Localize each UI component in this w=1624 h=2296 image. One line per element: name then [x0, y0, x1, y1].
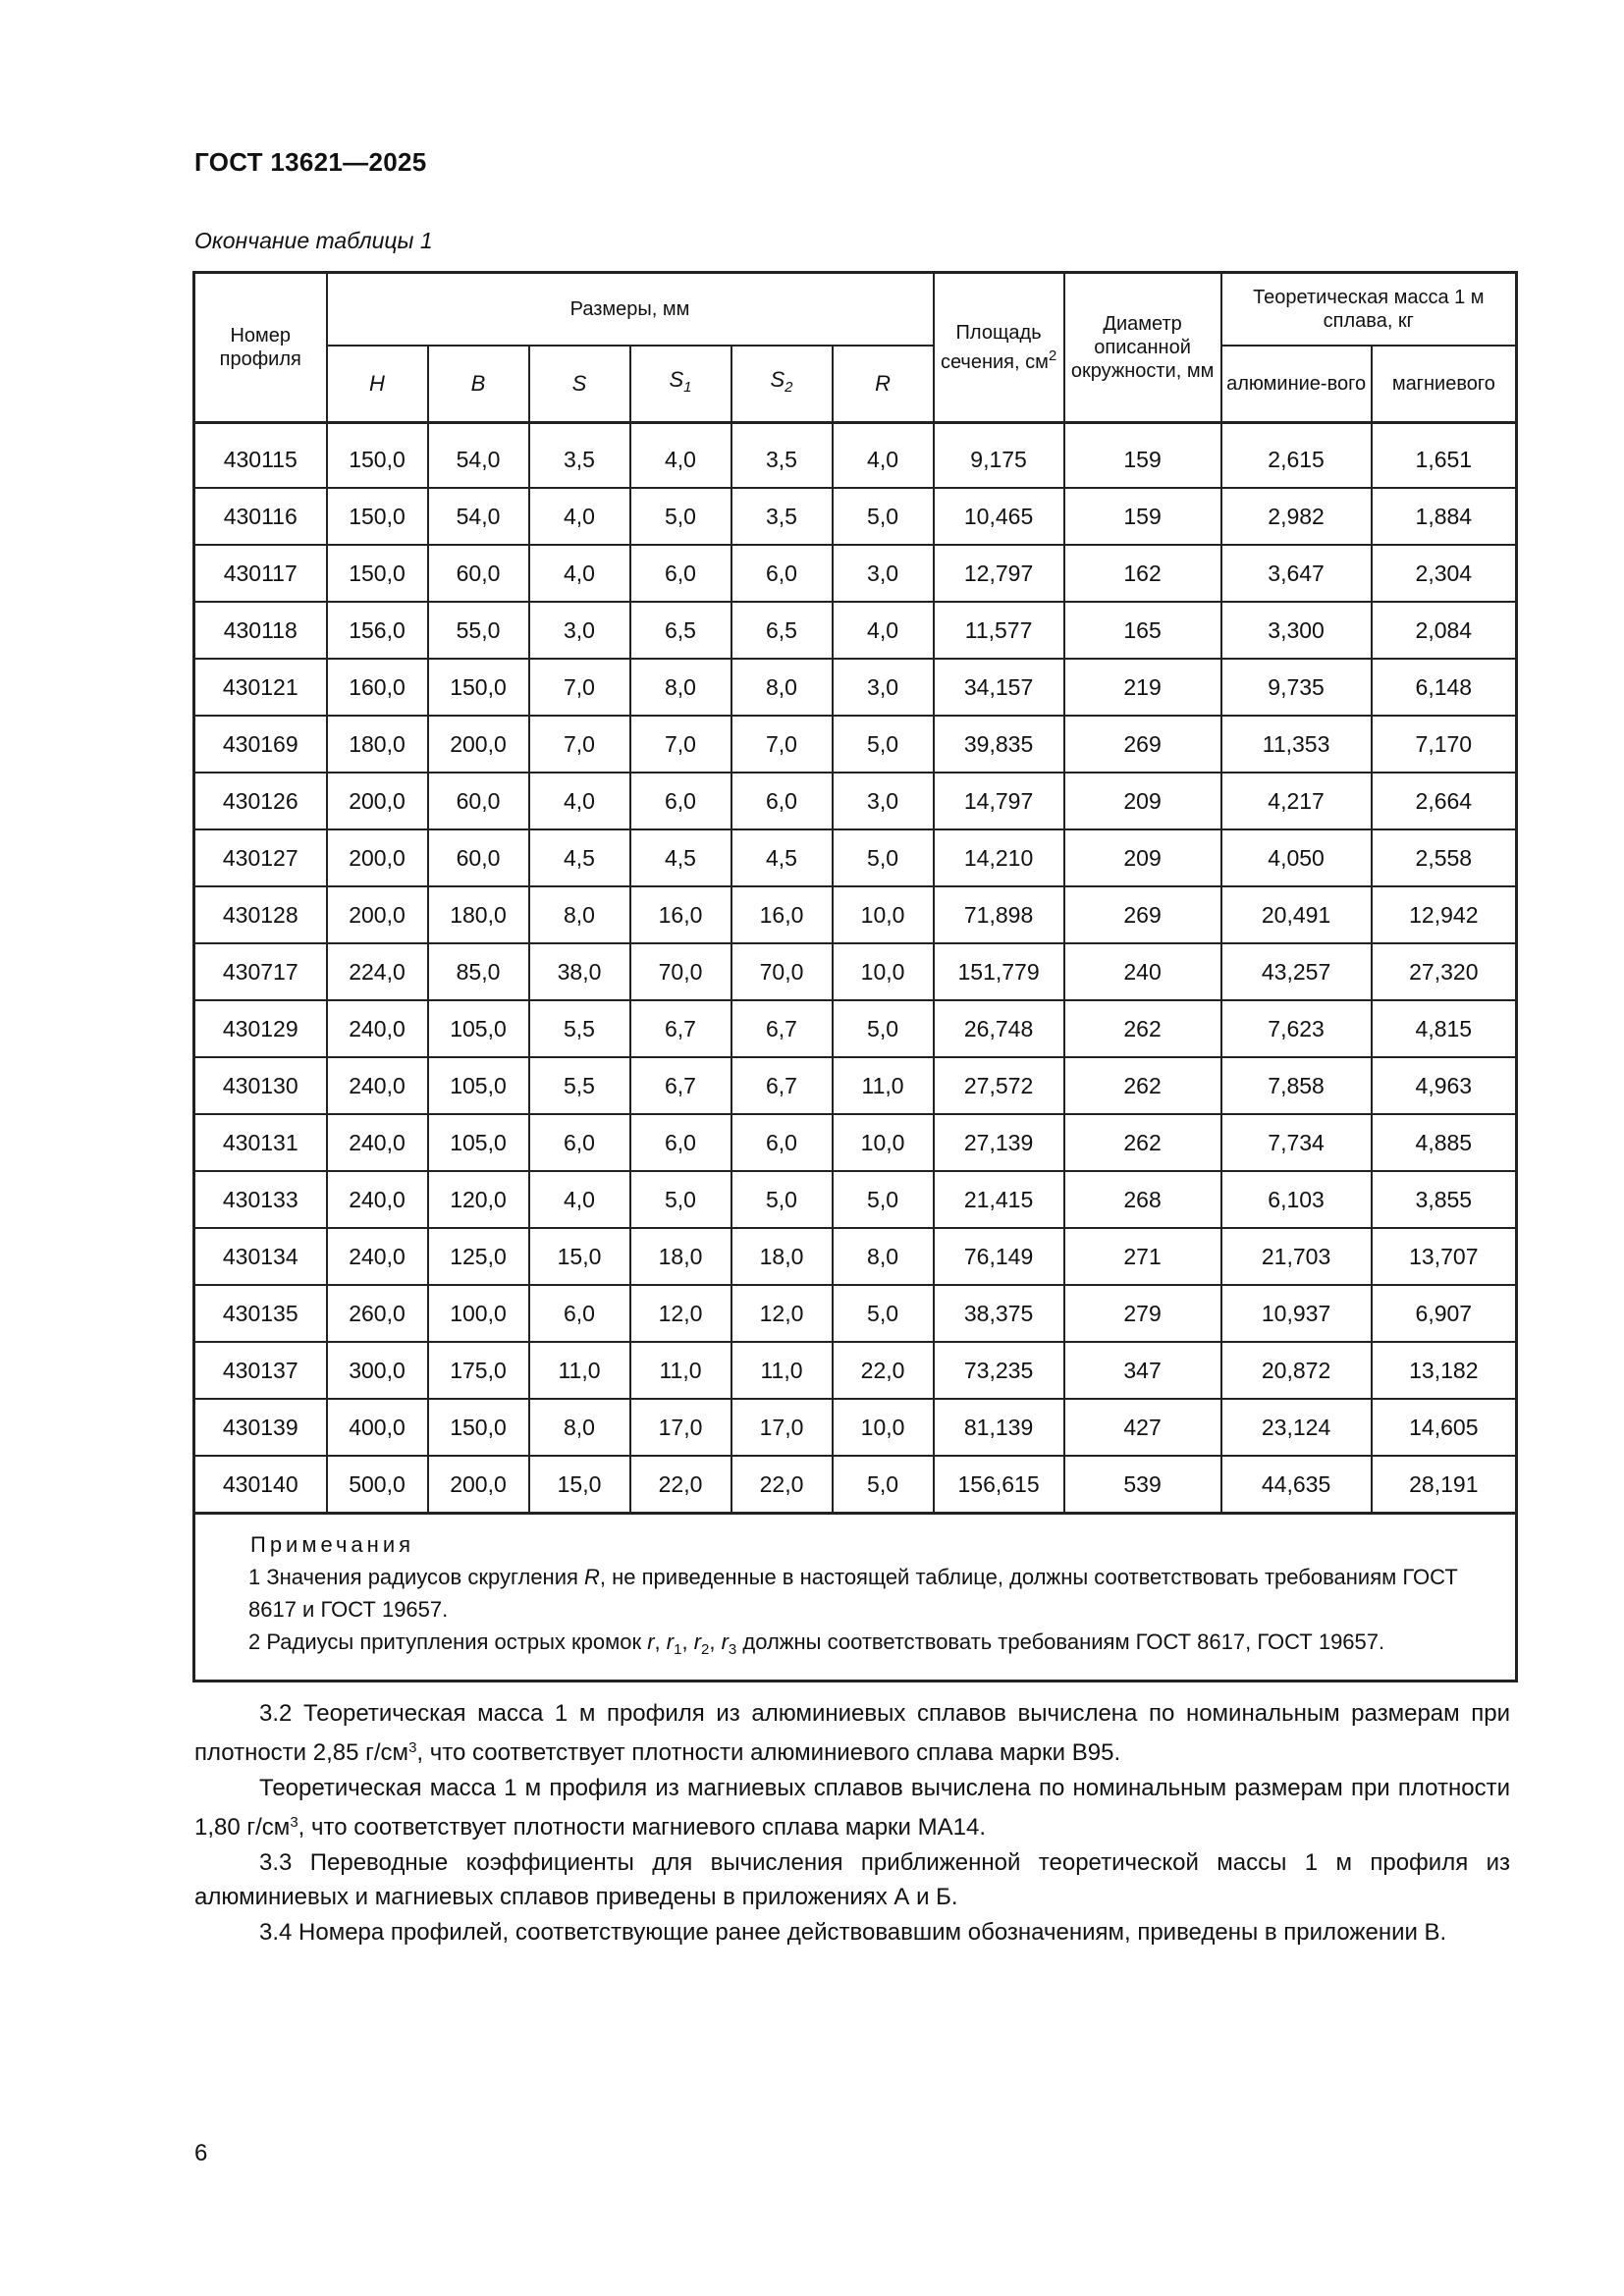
note-2-sub-2: 2 — [701, 1641, 710, 1658]
table-body — [194, 432, 1517, 1514]
table-cell: 5,0 — [833, 1171, 934, 1228]
table-row — [194, 1228, 1517, 1285]
header-S1 — [630, 346, 731, 423]
table-cell: 7,0 — [630, 716, 731, 773]
table-cell: 54,0 — [428, 432, 529, 488]
table-cell: 11,0 — [630, 1342, 731, 1399]
table-cell: 180,0 — [428, 886, 529, 943]
header-S2 — [731, 346, 833, 423]
separator-cell — [428, 423, 529, 433]
table-cell: 3,647 — [1221, 545, 1372, 602]
header-area-sup: 2 — [1048, 347, 1057, 364]
table-cell: 7,858 — [1221, 1057, 1372, 1114]
separator-cell — [327, 423, 428, 433]
table-cell: 4,885 — [1372, 1114, 1517, 1171]
table-cell: 12,797 — [934, 545, 1064, 602]
table-cell: 269 — [1064, 886, 1221, 943]
table-cell: 6,7 — [630, 1000, 731, 1057]
table-row — [194, 1000, 1517, 1057]
table-cell: 21,703 — [1221, 1228, 1372, 1285]
table-cell: 165 — [1064, 602, 1221, 659]
table-cell: 4,0 — [529, 545, 630, 602]
table-cell: 11,353 — [1221, 716, 1372, 773]
table-cell: 156,0 — [327, 602, 428, 659]
table-cell: 151,779 — [934, 943, 1064, 1000]
table-cell: 4,0 — [529, 773, 630, 829]
note-1 — [248, 1561, 1497, 1626]
table-cell: 347 — [1064, 1342, 1221, 1399]
note-2-text-b: должны соответствовать требованиям ГОСТ 8617, ГОСТ 19657. — [736, 1629, 1385, 1654]
table-cell: 150,0 — [327, 488, 428, 545]
table-cell: 200,0 — [327, 829, 428, 886]
separator-cell — [1064, 423, 1221, 433]
table-cell: 15,0 — [529, 1456, 630, 1514]
table-cell: 6,5 — [630, 602, 731, 659]
table-cell: 262 — [1064, 1057, 1221, 1114]
note-2 — [248, 1626, 1497, 1666]
table-cell: 500,0 — [327, 1456, 428, 1514]
table-cell: 70,0 — [731, 943, 833, 1000]
table-cell: 4,0 — [833, 602, 934, 659]
profile-number-cell: 430717 — [194, 943, 327, 1000]
table-cell: 2,982 — [1221, 488, 1372, 545]
table-cell: 150,0 — [327, 545, 428, 602]
table-cell: 10,937 — [1221, 1285, 1372, 1342]
table-row — [194, 488, 1517, 545]
note-2-symbol-r3: r — [721, 1629, 729, 1654]
table-cell: 6,148 — [1372, 659, 1517, 716]
table-cell: 240,0 — [327, 1000, 428, 1057]
table-cell: 11,0 — [731, 1342, 833, 1399]
table-cell: 175,0 — [428, 1342, 529, 1399]
profile-number-cell: 430135 — [194, 1285, 327, 1342]
paragraph-3-2-sup: 3 — [408, 1739, 417, 1756]
table-cell: 180,0 — [327, 716, 428, 773]
header-mass: Теоретическая масса 1 м сплава, кг — [1221, 273, 1517, 347]
table-cell: 71,898 — [934, 886, 1064, 943]
table-cell: 10,0 — [833, 886, 934, 943]
table-cell: 6,907 — [1372, 1285, 1517, 1342]
table-cell: 15,0 — [529, 1228, 630, 1285]
table-row — [194, 829, 1517, 886]
separator-cell — [630, 423, 731, 433]
note-2-separator: , — [709, 1629, 722, 1654]
table-cell: 200,0 — [327, 773, 428, 829]
paragraph-3-3: 3.3 Переводные коэффициенты для вычисления приближенной теоретической массы 1 м профиля из алюминиевых и магниевых сплавов приведены в приложениях А и Б. — [194, 1849, 1510, 1910]
profile-number-cell: 430121 — [194, 659, 327, 716]
profile-number-cell: 430130 — [194, 1057, 327, 1114]
table-cell: 21,415 — [934, 1171, 1064, 1228]
table-cell: 5,0 — [833, 716, 934, 773]
table-cell: 7,0 — [529, 659, 630, 716]
paragraph-3-2-text-a: 3.2 Теоретическая масса 1 м профиля из алюминиевых сплавов вычислена по номинальным размерам при плотности 2,85 г/см — [194, 1700, 1510, 1766]
table-cell: 12,0 — [630, 1285, 731, 1342]
table-cell: 81,139 — [934, 1399, 1064, 1456]
table-cell: 156,615 — [934, 1456, 1064, 1514]
table-cell: 219 — [1064, 659, 1221, 716]
table-cell: 8,0 — [630, 659, 731, 716]
document-code: ГОСТ 13621—2025 — [194, 147, 427, 177]
note-1-text-b: , не приведенные в настоящей таблице, должны соответствовать требованиям ГОСТ 8617 и ГОСТ 19657. — [248, 1565, 1458, 1622]
table-cell: 20,872 — [1221, 1342, 1372, 1399]
table-cell: 44,635 — [1221, 1456, 1372, 1514]
table-cell: 17,0 — [731, 1399, 833, 1456]
table-cell: 39,835 — [934, 716, 1064, 773]
table-cell: 6,0 — [529, 1114, 630, 1171]
table-cell: 240,0 — [327, 1114, 428, 1171]
table-cell: 6,0 — [630, 1114, 731, 1171]
profile-number-cell: 430131 — [194, 1114, 327, 1171]
header-S1-label: S — [669, 367, 684, 392]
table-cell: 3,5 — [731, 488, 833, 545]
table-row — [194, 943, 1517, 1000]
table-cell: 3,0 — [833, 773, 934, 829]
table-cell: 54,0 — [428, 488, 529, 545]
profile-number-cell: 430116 — [194, 488, 327, 545]
table-row — [194, 716, 1517, 773]
table-cell: 4,963 — [1372, 1057, 1517, 1114]
table-row — [194, 659, 1517, 716]
table-cell: 120,0 — [428, 1171, 529, 1228]
paragraph-mg-text-a: Теоретическая масса 1 м профиля из магниевых сплавов вычислена по номинальным размерам при плотности 1,80 г/см — [194, 1775, 1510, 1841]
table-cell: 6,7 — [731, 1000, 833, 1057]
table-cell: 159 — [1064, 432, 1221, 488]
table-cell: 209 — [1064, 773, 1221, 829]
table-cell: 240,0 — [327, 1228, 428, 1285]
notes-title: Примечания — [250, 1532, 415, 1557]
table-cell: 3,5 — [529, 432, 630, 488]
table-row — [194, 432, 1517, 488]
table-row — [194, 1342, 1517, 1399]
table-cell: 4,0 — [630, 432, 731, 488]
table-cell: 5,0 — [833, 488, 934, 545]
table-cell: 6,0 — [630, 773, 731, 829]
table-cell: 279 — [1064, 1285, 1221, 1342]
header-dimensions: Размеры, мм — [327, 273, 934, 347]
table-cell: 5,0 — [833, 829, 934, 886]
table-cell: 150,0 — [327, 432, 428, 488]
table-cell: 18,0 — [630, 1228, 731, 1285]
separator-cell — [194, 423, 327, 433]
profile-number-cell: 430117 — [194, 545, 327, 602]
table-cell: 7,170 — [1372, 716, 1517, 773]
table-cell: 427 — [1064, 1399, 1221, 1456]
table-cell: 7,623 — [1221, 1000, 1372, 1057]
table-cell: 76,149 — [934, 1228, 1064, 1285]
table-header — [194, 273, 1517, 433]
table-cell: 300,0 — [327, 1342, 428, 1399]
table-cell: 73,235 — [934, 1342, 1064, 1399]
separator-cell — [731, 423, 833, 433]
table-cell: 38,0 — [529, 943, 630, 1000]
table-cell: 16,0 — [731, 886, 833, 943]
note-2-sub-3: 3 — [728, 1641, 737, 1658]
table-cell: 28,191 — [1372, 1456, 1517, 1514]
table-cell: 6,103 — [1221, 1171, 1372, 1228]
table-cell: 2,304 — [1372, 545, 1517, 602]
table-cell: 4,217 — [1221, 773, 1372, 829]
separator-cell — [1372, 423, 1517, 433]
table-cell: 1,884 — [1372, 488, 1517, 545]
profile-number-cell: 430134 — [194, 1228, 327, 1285]
table-cell: 2,558 — [1372, 829, 1517, 886]
separator-cell — [934, 423, 1064, 433]
note-1-text-a: 1 Значения радиусов скругления — [248, 1565, 585, 1589]
table-cell: 14,210 — [934, 829, 1064, 886]
table-cell: 10,0 — [833, 1114, 934, 1171]
table-cell: 268 — [1064, 1171, 1221, 1228]
profile-number-cell: 430127 — [194, 829, 327, 886]
table-cell: 5,0 — [630, 488, 731, 545]
table-cell: 20,491 — [1221, 886, 1372, 943]
profile-table-container — [192, 271, 1511, 1682]
table-cell: 27,139 — [934, 1114, 1064, 1171]
table-cell: 12,0 — [731, 1285, 833, 1342]
table-cell: 8,0 — [833, 1228, 934, 1285]
table-cell: 22,0 — [833, 1342, 934, 1399]
profile-number-cell: 430115 — [194, 432, 327, 488]
table-cell: 125,0 — [428, 1228, 529, 1285]
table-row — [194, 773, 1517, 829]
table-cell: 4,5 — [630, 829, 731, 886]
table-cell: 4,815 — [1372, 1000, 1517, 1057]
table-cell: 2,615 — [1221, 432, 1372, 488]
table-cell: 6,5 — [731, 602, 833, 659]
table-cell: 8,0 — [529, 1399, 630, 1456]
table-cell: 6,7 — [731, 1057, 833, 1114]
table-cell: 105,0 — [428, 1114, 529, 1171]
note-2-symbol-r1: r — [666, 1629, 675, 1654]
table-cell: 10,465 — [934, 488, 1064, 545]
table-cell: 260,0 — [327, 1285, 428, 1342]
table-cell: 6,0 — [529, 1285, 630, 1342]
table-cell: 11,577 — [934, 602, 1064, 659]
table-cell: 70,0 — [630, 943, 731, 1000]
table-row — [194, 545, 1517, 602]
table-cell: 200,0 — [428, 1456, 529, 1514]
profile-table — [192, 271, 1518, 1682]
note-2-separator: , — [681, 1629, 694, 1654]
table-cell: 4,5 — [529, 829, 630, 886]
table-cell: 14,605 — [1372, 1399, 1517, 1456]
note-2-symbol-r: r — [647, 1629, 655, 1654]
table-cell: 22,0 — [731, 1456, 833, 1514]
table-cell: 11,0 — [529, 1342, 630, 1399]
paragraph-3-2 — [194, 1696, 1510, 1770]
table-cell: 7,0 — [529, 716, 630, 773]
table-cell: 5,5 — [529, 1000, 630, 1057]
header-S: S — [529, 346, 630, 423]
table-cell: 13,182 — [1372, 1342, 1517, 1399]
header-mass-magnesium: магниевого — [1372, 346, 1517, 423]
table-cell: 4,5 — [731, 829, 833, 886]
profile-number-cell: 430139 — [194, 1399, 327, 1456]
table-cell: 240,0 — [327, 1171, 428, 1228]
table-row — [194, 602, 1517, 659]
table-cell: 240,0 — [327, 1057, 428, 1114]
table-row — [194, 1399, 1517, 1456]
profile-number-cell: 430140 — [194, 1456, 327, 1514]
table-cell: 209 — [1064, 829, 1221, 886]
table-cell: 7,734 — [1221, 1114, 1372, 1171]
table-row — [194, 1171, 1517, 1228]
table-cell: 85,0 — [428, 943, 529, 1000]
paragraph-mg-sup: 3 — [290, 1814, 298, 1831]
header-area-label: Площадь сечения, см — [940, 322, 1049, 373]
table-cell: 9,735 — [1221, 659, 1372, 716]
table-cell: 27,572 — [934, 1057, 1064, 1114]
table-cell: 14,797 — [934, 773, 1064, 829]
table-cell: 6,0 — [731, 773, 833, 829]
header-B: B — [428, 346, 529, 423]
table-cell: 18,0 — [731, 1228, 833, 1285]
profile-number-cell: 430169 — [194, 716, 327, 773]
table-row — [194, 1057, 1517, 1114]
table-cell: 11,0 — [833, 1057, 934, 1114]
table-cell: 38,375 — [934, 1285, 1064, 1342]
table-cell: 3,0 — [529, 602, 630, 659]
table-cell: 60,0 — [428, 545, 529, 602]
table-cell: 4,0 — [529, 488, 630, 545]
table-cell: 3,0 — [833, 659, 934, 716]
profile-number-cell: 430133 — [194, 1171, 327, 1228]
note-2-symbol-r2: r — [693, 1629, 702, 1654]
table-cell: 262 — [1064, 1000, 1221, 1057]
notes-cell — [194, 1514, 1517, 1682]
header-diameter: Диаметр описанной окружности, мм — [1064, 273, 1221, 423]
table-cell: 5,0 — [833, 1000, 934, 1057]
paragraph-3-4: 3.4 Номера профилей, соответствующие ранее действовавшим обозначениям, приведены в приложении В. — [259, 1919, 1447, 1946]
separator-cell — [833, 423, 934, 433]
note-1-symbol-R: R — [584, 1565, 600, 1589]
table-cell: 200,0 — [327, 886, 428, 943]
table-cell: 262 — [1064, 1114, 1221, 1171]
table-cell: 5,0 — [731, 1171, 833, 1228]
header-R: R — [833, 346, 934, 423]
table-cell: 3,855 — [1372, 1171, 1517, 1228]
table-cell: 10,0 — [833, 943, 934, 1000]
paragraph-3-2-magnesium — [194, 1771, 1510, 1844]
table-cell: 10,0 — [833, 1399, 934, 1456]
table-cell: 2,664 — [1372, 773, 1517, 829]
header-S2-sub: 2 — [785, 379, 793, 396]
note-2-sub-1: 1 — [674, 1641, 682, 1658]
table-cell: 5,0 — [630, 1171, 731, 1228]
paragraph-3-2-text-b: , что соответствует плотности алюминиевого сплава марки В95. — [416, 1739, 1121, 1766]
header-profile-number: Номер профиля — [194, 273, 327, 423]
table-cell: 159 — [1064, 488, 1221, 545]
table-cell: 55,0 — [428, 602, 529, 659]
table-cell: 100,0 — [428, 1285, 529, 1342]
table-cell: 271 — [1064, 1228, 1221, 1285]
table-cell: 22,0 — [630, 1456, 731, 1514]
table-row — [194, 1114, 1517, 1171]
table-cell: 8,0 — [731, 659, 833, 716]
table-cell: 6,7 — [630, 1057, 731, 1114]
table-cell: 3,5 — [731, 432, 833, 488]
table-cell: 1,651 — [1372, 432, 1517, 488]
table-cell: 6,0 — [731, 545, 833, 602]
paragraph-mg-text-b: , что соответствует плотности магниевого сплава марки МА14. — [298, 1814, 986, 1841]
table-cell: 13,707 — [1372, 1228, 1517, 1285]
table-cell: 43,257 — [1221, 943, 1372, 1000]
table-cell: 5,0 — [833, 1456, 934, 1514]
table-cell: 9,175 — [934, 432, 1064, 488]
table-cell: 150,0 — [428, 659, 529, 716]
table-row — [194, 1285, 1517, 1342]
separator-cell — [529, 423, 630, 433]
table-cell: 60,0 — [428, 829, 529, 886]
table-row — [194, 886, 1517, 943]
profile-number-cell: 430128 — [194, 886, 327, 943]
body-text — [194, 1696, 1510, 1950]
table-cell: 27,320 — [1372, 943, 1517, 1000]
header-H: H — [327, 346, 428, 423]
table-cell: 6,0 — [630, 545, 731, 602]
profile-number-cell: 430137 — [194, 1342, 327, 1399]
table-cell: 8,0 — [529, 886, 630, 943]
table-cell: 7,0 — [731, 716, 833, 773]
table-cell: 200,0 — [428, 716, 529, 773]
table-cell: 105,0 — [428, 1057, 529, 1114]
table-cell: 3,300 — [1221, 602, 1372, 659]
table-cell: 2,084 — [1372, 602, 1517, 659]
table-cell: 4,050 — [1221, 829, 1372, 886]
note-2-separator: , — [654, 1629, 667, 1654]
table-cell: 240 — [1064, 943, 1221, 1000]
profile-number-cell: 430129 — [194, 1000, 327, 1057]
header-S1-sub: 1 — [683, 379, 692, 396]
table-cell: 23,124 — [1221, 1399, 1372, 1456]
table-cell: 12,942 — [1372, 886, 1517, 943]
table-cell: 4,0 — [833, 432, 934, 488]
table-cell: 150,0 — [428, 1399, 529, 1456]
header-area — [934, 273, 1064, 423]
table-cell: 539 — [1064, 1456, 1221, 1514]
table-cell: 160,0 — [327, 659, 428, 716]
page-number: 6 — [194, 2140, 208, 2166]
note-2-text-a: 2 Радиусы притупления острых кромок — [248, 1629, 648, 1654]
separator-cell — [1221, 423, 1372, 433]
table-cell: 162 — [1064, 545, 1221, 602]
table-cell: 105,0 — [428, 1000, 529, 1057]
table-cell: 224,0 — [327, 943, 428, 1000]
profile-number-cell: 430118 — [194, 602, 327, 659]
header-mass-aluminium: алюминие-вого — [1221, 346, 1372, 423]
table-cell: 4,0 — [529, 1171, 630, 1228]
table-cell: 34,157 — [934, 659, 1064, 716]
table-cell: 17,0 — [630, 1399, 731, 1456]
table-cell: 6,0 — [731, 1114, 833, 1171]
table-cell: 5,5 — [529, 1057, 630, 1114]
profile-number-cell: 430126 — [194, 773, 327, 829]
table-cell: 26,748 — [934, 1000, 1064, 1057]
table-row — [194, 1456, 1517, 1514]
table-cell: 16,0 — [630, 886, 731, 943]
header-S2-label: S — [770, 367, 785, 392]
table-caption: Окончание таблицы 1 — [194, 228, 433, 253]
table-cell: 60,0 — [428, 773, 529, 829]
table-cell: 3,0 — [833, 545, 934, 602]
table-cell: 400,0 — [327, 1399, 428, 1456]
table-cell: 5,0 — [833, 1285, 934, 1342]
table-cell: 269 — [1064, 716, 1221, 773]
